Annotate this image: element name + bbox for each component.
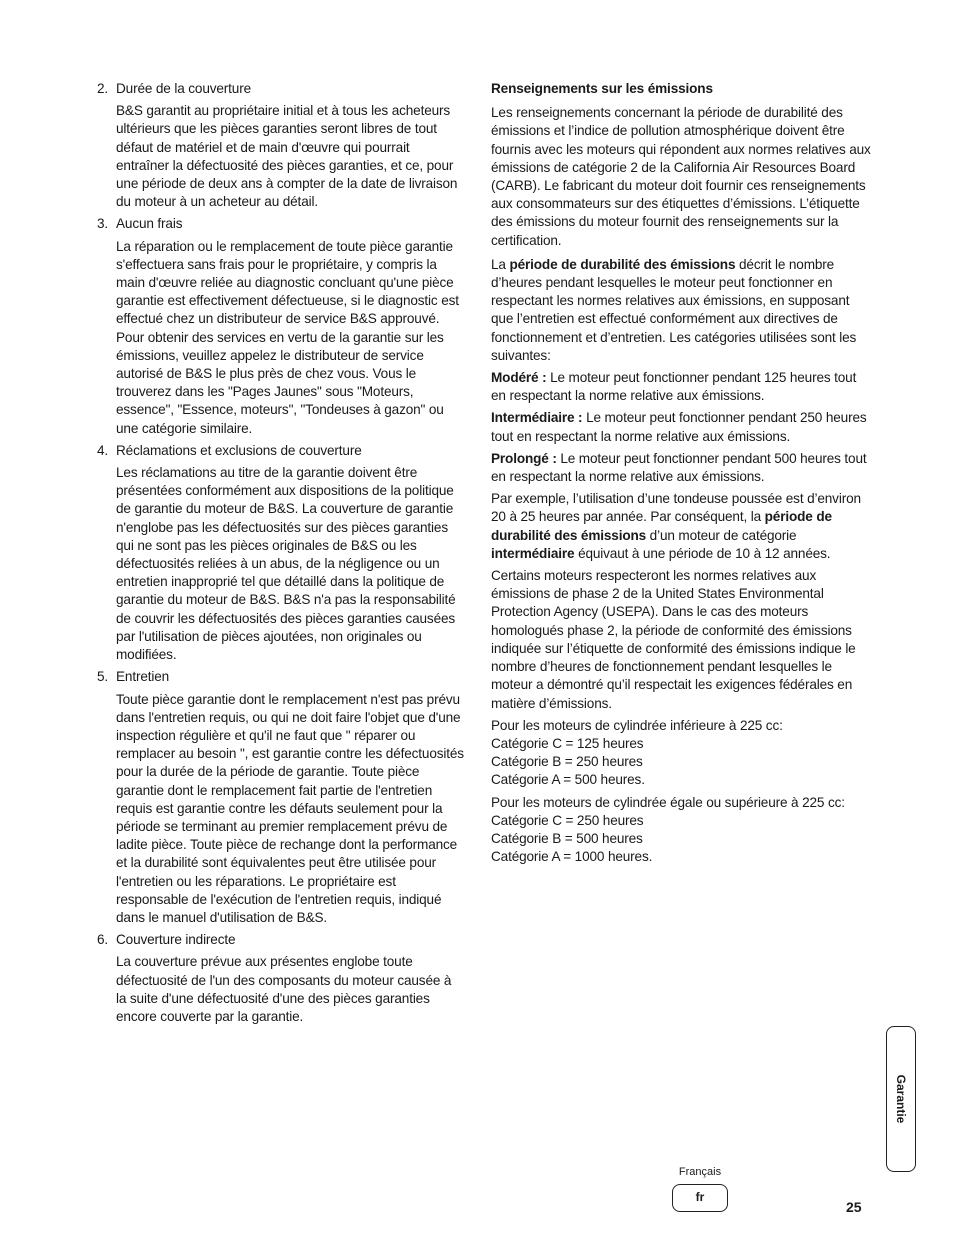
item-body: La couverture prévue aux présentes englobe toute défectuosité de l'un des composants du moteur causée à la suite d'une défectuosité d'une des pièces garanties encore couverte par la garantie. <box>116 954 452 1024</box>
block-title: Pour les moteurs de cylindrée inférieure à 225 cc: <box>491 717 783 733</box>
item-title: Entretien <box>116 669 170 685</box>
category-extended <box>491 450 871 486</box>
category-label: Intermédiaire : <box>491 410 583 426</box>
list-item-reclamations <box>97 442 465 664</box>
item-title: Aucun frais <box>116 216 183 232</box>
item-number: 3. <box>97 216 109 232</box>
item-body: La réparation ou le remplacement de toute pièce garantie s'effectuera sans frais pour le propriétaire, y compris la main d'œuvre reliée au diagnostic concluant qu'une pièce garantie est effectivement défectueuse, si le diagnostic est effectué chez un distributeur de service B&S approuvé. Pour obtenir des services en vertu de la garantie sur les émissions, veuillez appelez le distributeur de service autorisé de B&S le plus près de chez vous. Vous le trouverez dans les "Pages Jaunes" sous "Moteurs, essence", "Essence, moteurs", "Tondeuses à gazon" ou une catégorie similaire. <box>116 238 459 436</box>
category-label: Prolongé : <box>491 450 557 466</box>
category-line: Catégorie B = 500 heures <box>491 830 643 846</box>
text-run: décrit le nombre d’heures pendant lesquelles le moteur peut fonctionner en respectant les normes relatives aux émissions, en supposant que l’entretien est effectué conformément aux directives de fonctionnement et d’entretien. Les catégories utilisées sont les suivantes: <box>491 256 857 363</box>
item-title: Durée de la couverture <box>116 81 251 96</box>
text-run: La <box>491 256 510 272</box>
section-heading: Renseignements sur les émissions <box>491 81 713 96</box>
category-line: Catégorie A = 1000 heures. <box>491 849 653 865</box>
text-run: Par exemple, l’utilisation d’une tondeuse poussée est d’environ 20 à 25 heures par année. Par conséquent, la <box>491 491 861 525</box>
section-side-tab <box>886 1026 916 1172</box>
category-line: Catégorie A = 500 heures. <box>491 772 645 788</box>
item-body: Toute pièce garantie dont le remplacement n'est pas prévu dans l'entretien requis, ou qui ne doit faire l'objet que d'une inspection régulière et qu'il ne faut que " réparer ou remplacer au besoin ", est garantie contre les défectuosités pour la durée de la période de garantie. Toute pièce garantie dont le remplacement fait partie de l'entretien requis est garantie contre les défauts seulement pour la période se terminant au premier remplacement prévu de ladite pièce. Toute pièce de rechange dont la performance et la durabilité sont équivalentes peut être utilisée pour l'entretien ou les réparations. Le propriétaire est responsable de l'exécution de l'entretien requis, indiqué dans le manuel d'utilisation de B&S. <box>116 691 464 925</box>
durability-paragraph <box>491 256 871 365</box>
page-number: 25 <box>846 1199 862 1215</box>
right-column <box>491 80 871 870</box>
category-label: Modéré : <box>491 370 547 386</box>
item-number: 6. <box>97 932 109 948</box>
example-paragraph <box>491 490 871 563</box>
category-text: Le moteur peut fonctionner pendant 125 heures tout en respectant la norme relative aux émissions. <box>491 370 857 404</box>
item-number: 2. <box>97 81 109 96</box>
category-line: Catégorie C = 125 heures <box>491 735 644 751</box>
item-number: 5. <box>97 669 109 685</box>
item-body: B&S garantit au propriétaire initial et à tous les acheteurs ultérieurs que les pièces garanties seront libres de tout défaut de matériel et de main d'œuvre qui pourrait entraîner la défectuosité des pièces garanties, et ce, pour une période de deux ans à compter de la date de livraison du moteur à un acheteur au détail. <box>116 103 458 210</box>
category-line: Catégorie B = 250 heures <box>491 754 643 770</box>
list-item-couverture-indirecte <box>97 931 465 1026</box>
item-body: Les réclamations au titre de la garantie doivent être présentées conformément aux dispositions de la politique de garantie du moteur de B&S. La couverture de garantie n'englobe pas les défectuosités sur des pièces garanties qui ne sont pas les pièces originales de B&S ou les défectuosités reliées à un abus, de la négligence ou un entretien inapproprié tel que détaillé dans la politique de garantie du moteur de B&S. B&S n'a pas la responsabilité de couvrir les défectuosités des pièces garanties causées par l'utilisation de pièces ajoutées, non originales ou modifiées. <box>116 465 456 663</box>
category-line: Catégorie C = 250 heures <box>491 812 644 828</box>
phase2-paragraph: Certains moteurs respecteront les normes relatives aux émissions de phase 2 de la United States Environmental Protection Agency (USEPA). Dans le cas des moteurs homologués phase 2, la période de conformité des émissions indiquée sur l’étiquette de conformité des émissions indique le nombre d’heures de fonctionnement pendant lesquelles le moteur a démontré qu’il respectait les exigences fédérales en matière d’émissions. <box>491 568 856 711</box>
below-225-block <box>491 717 871 790</box>
left-column <box>97 80 465 1030</box>
category-intermediate <box>491 409 871 445</box>
category-text: Le moteur peut fonctionner pendant 500 heures tout en respectant la norme relative aux émissions. <box>491 450 867 485</box>
list-item-duree <box>97 80 465 211</box>
above-225-block <box>491 794 871 867</box>
text-run: équivaut à une période de 10 à 12 années. <box>574 545 831 561</box>
bold-term: période de durabilité des émissions <box>509 256 736 272</box>
category-text: Le moteur peut fonctionner pendant 250 heures tout en respectant la norme relative aux émissions. <box>491 410 867 444</box>
category-moderate <box>491 369 871 405</box>
block-title: Pour les moteurs de cylindrée égale ou supérieure à 225 cc: <box>491 794 845 810</box>
bold-term: période de durabilité des émissions <box>491 509 832 543</box>
language-badge: fr <box>672 1184 728 1212</box>
list-item-entretien <box>97 668 465 927</box>
item-number: 4. <box>97 442 109 458</box>
list-item-aucun-frais <box>97 215 465 437</box>
side-tab-label: Garantie <box>894 1074 908 1124</box>
text-run: d’un moteur de catégorie <box>646 527 797 543</box>
item-title: Couverture indirecte <box>116 932 236 948</box>
intro-paragraph: Les renseignements concernant la période de durabilité des émissions et l’indice de pollution atmosphérique doivent être fournis avec les moteurs qui répondent aux normes relatives aux émissions de catégorie 2 de la California Air Resources Board (CARB). Le fabricant du moteur doit fournir ces renseignements aux consommateurs sur des étiquettes d’émissions. L’étiquette des émissions du moteur fournit des renseignements sur la certification. <box>491 105 871 248</box>
bold-term: intermédiaire <box>491 545 575 561</box>
item-title: Réclamations et exclusions de couverture <box>116 442 362 458</box>
language-label: Français <box>678 1166 722 1178</box>
